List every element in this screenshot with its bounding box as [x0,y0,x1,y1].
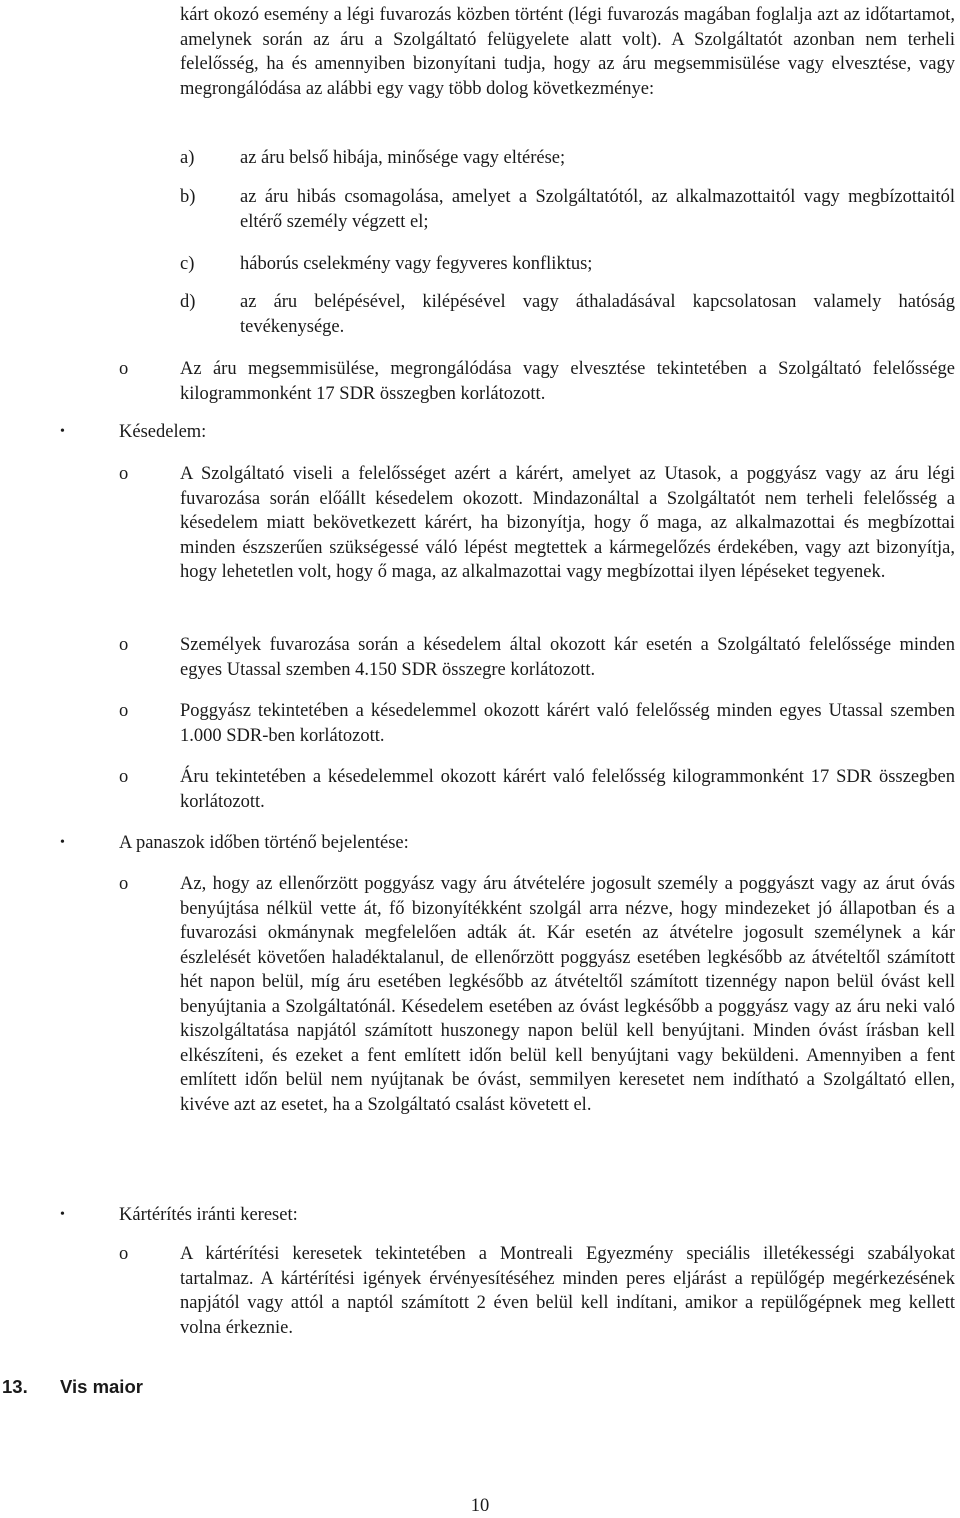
complaints-item-1-marker: o [119,874,129,894]
claims-item-1-marker: o [119,1244,129,1264]
complaints-heading: A panaszok időben történő bejelentése: [119,833,409,853]
section-number: 13. [2,1376,28,1397]
delay-heading: Késedelem: [119,422,207,442]
delay-item-4-marker: o [119,767,129,787]
claims-bullet: • [60,1207,65,1222]
section-title: Vis maior [60,1376,143,1397]
delay-item-4: Áru tekintetében a késedelemmel okozott kárért való felelősség kilogrammonként 17 SDR összegben korlátozott. [180,767,955,812]
sublist-item-c: háborús cselekmény vagy fegyveres konfliktus; [240,254,593,274]
claims-heading: Kártérítés iránti kereset: [119,1205,298,1225]
claims-item-1: A kártérítési keresetek tekintetében a Montreali Egyezmény speciális illetékességi szabályokat tartalmaz. A kártérítési igények érvényesítéséhez minden peres eljárást a repülőgép megérkezésének napjától vagy attól a naptól számított 2 éven belül kell indítani, amikor a repülőgépnek meg kellett volna érkeznie. [180,1244,955,1338]
cargo-limit-marker: o [119,359,129,379]
delay-item-2: Személyek fuvarozása során a késedelem által okozott kár esetén a Szolgáltató felelőssége minden egyes Utassal szemben 4.150 SDR összegre korlátozott. [180,635,955,680]
delay-item-3: Poggyász tekintetében a késedelemmel okozott kárért való felelősség minden egyes Utassal szemben 1.000 SDR-ben korlátozott. [180,701,955,746]
delay-item-1-marker: o [119,464,129,484]
sublist-marker-b: b) [180,187,196,207]
sublist-item-a: az áru belső hibája, minősége vagy eltérése; [240,148,566,168]
delay-item-2-marker: o [119,635,129,655]
complaints-bullet: • [60,835,65,850]
sublist-item-b: az áru hibás csomagolása, amelyet a Szolgáltatótól, az alkalmazottaitól vagy megbízottaitól eltérő személy végzett el; [240,187,955,232]
delay-bullet: • [60,424,65,439]
sublist-marker-c: c) [180,254,195,274]
sublist-item-d: az áru belépésével, kilépésével vagy áthaladásával kapcsolatosan valamely hatóság tevékenysége. [240,292,955,337]
page-number: 10 [470,1496,490,1516]
intro-paragraph: kárt okozó esemény a légi fuvarozás közben történt (légi fuvarozás magában foglalja azt az időtartamot, amelynek során az áru a Szolgáltató felügyelete alatt volt). A Szolgáltatót azonban nem terheli felelősség, ha és amennyiben bizonyítani tudja, hogy az áru megsemmisülése vagy elvesztése, vagy megrongálódása az alábbi egy vagy több dolog következménye: [180,5,955,99]
sublist-marker-d: d) [180,292,196,312]
delay-item-1: A Szolgáltató viseli a felelősséget azért a kárért, amelyet az Utasok, a poggyász vagy az áru légi fuvarozása során előállt késedelem okozott. Mindazonáltal a Szolgáltatót nem terheli felelősség a késedelem miatt bekövetkezett kárért, ha bizonyítja, hogy ő maga, az alkalmazottai és megbízottai minden észszerűen szükségessé váló lépést megtettek a kármegelőzés érdekében, vagy azt bizonyítja, hogy lehetetlen volt, hogy ő maga, az alkalmazottai vagy megbízottai ilyen lépéseket tegyenek. [180,464,955,582]
complaints-item-1: Az, hogy az ellenőrzött poggyász vagy áru átvételére jogosult személy a poggyászt vagy az árut óvás benyújtása nélkül vette át, fő bizonyítékként szolgál arra nézve, hogy mindezeket jó állapotban és a fuvarozási okmánynak megfelelően adták át. Kár esetén az átvételre jogosult személynek a kár észlelését követően haladéktalanul, de ellenőrzött poggyász esetében legkésőbb az átvételtől számított hét napon belül, míg áru esetében legkésőbb az átvételtől számított tizennégy napon belül óvást kell benyújtania a Szolgáltatónál. Késedelem esetében az óvást legkésőbb a poggyász vagy az áru neki való kiszolgáltatása napjától számított huszonegy napon belül kell benyújtani. Minden óvást írásban kell elkészíteni, és ezeket a fent említett időn belül kell benyújtani vagy beküldeni. Amennyiben a fent említett időn belül nem nyújtanak be óvást, semmilyen keresetet nem indítható a Szolgáltató ellen, kivéve azt az esetet, ha a Szolgáltató csalást követett el. [180,874,955,1115]
delay-item-3-marker: o [119,701,129,721]
sublist-marker-a: a) [180,148,195,168]
cargo-limit-paragraph: Az áru megsemmisülése, megrongálódása vagy elvesztése tekintetében a Szolgáltató felelőssége kilogrammonként 17 SDR összegben korlátozott. [180,359,955,404]
